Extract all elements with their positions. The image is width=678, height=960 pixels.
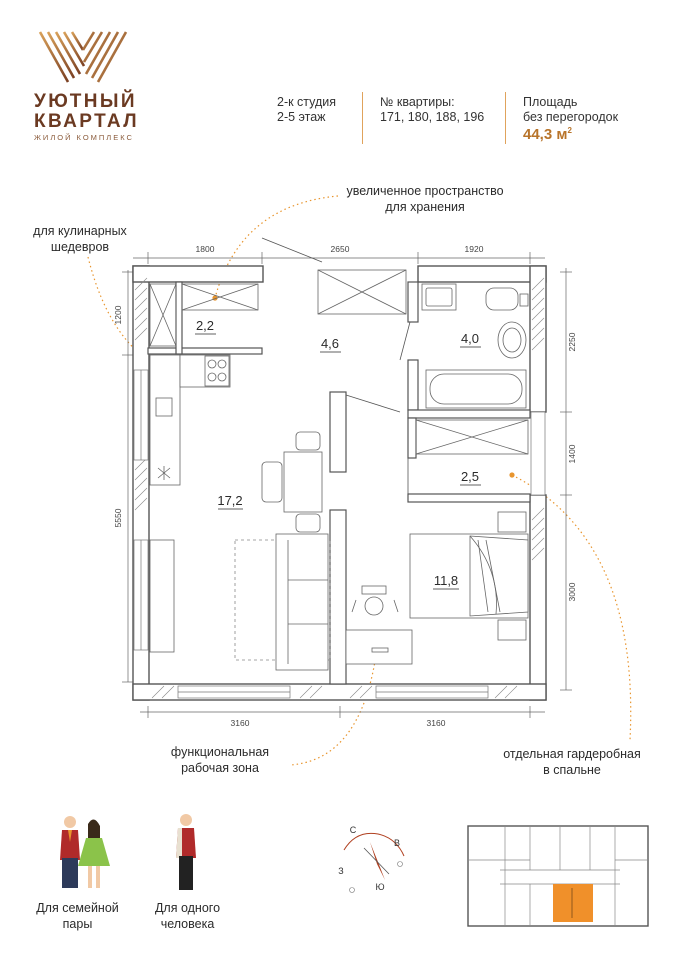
room-pantry-area: 2,2	[195, 318, 215, 333]
area-label-line1: Площадь	[523, 95, 578, 109]
type-line2: 2-5 этаж	[277, 110, 326, 124]
tv-cabinet	[150, 540, 174, 652]
callout-storage-line	[215, 196, 338, 298]
note-work-line2: рабочая зона	[181, 761, 259, 775]
work-desk	[346, 586, 412, 664]
room-bedroom-area: 11,8	[433, 573, 459, 588]
couple-figure-icon	[60, 816, 110, 888]
bathroom-fixtures	[422, 284, 528, 408]
area-value-text: 44,3 м	[523, 126, 568, 143]
caption-couple-line2: пары	[62, 917, 93, 931]
note-storage-line1: увеличенное пространство	[346, 184, 504, 198]
dim-top-3: 1920	[464, 244, 484, 254]
kitchen-counter	[150, 355, 230, 485]
compass-north: С	[349, 825, 357, 835]
room-bath-area: 4,0	[460, 331, 480, 346]
brand-name-line2: КВАРТАЛ	[34, 111, 140, 132]
compass-labels	[338, 825, 400, 892]
dim-left-top: 1200	[113, 305, 123, 325]
caption-single	[135, 900, 240, 932]
caption-single-line2: человека	[160, 917, 215, 931]
sofa	[276, 534, 328, 670]
dim-right-3: 3000	[567, 582, 577, 602]
note-kitchen-line1: для кулинарных	[33, 224, 127, 238]
dim-bottom-2: 3160	[426, 718, 446, 728]
note-kitchen-line2: шедевров	[50, 240, 110, 254]
dim-right-1: 2250	[567, 332, 577, 352]
bed	[410, 512, 528, 640]
dim-bottom-1: 3160	[230, 718, 250, 728]
dim-right-2: 1400	[567, 444, 577, 464]
apt-numbers-value: 171, 180, 188, 196	[380, 110, 485, 124]
dim-top-2: 2650	[330, 244, 350, 254]
callout-dot	[509, 472, 514, 477]
caption-single-line1: Для одного	[154, 901, 221, 915]
apt-label: № квартиры:	[380, 95, 455, 109]
compass-east: В	[393, 838, 401, 848]
dim-top-1: 1800	[195, 244, 215, 254]
brand-name-line1: УЮТНЫЙ	[34, 91, 137, 112]
compass-west: З	[338, 866, 344, 876]
type-line1: 2-к студия	[277, 95, 337, 109]
single-person-figure-icon	[176, 814, 196, 890]
note-storage-line2: для хранения	[385, 200, 465, 214]
note-wardrobe-line1: отдельная гардеробная	[503, 747, 641, 761]
dim-left-main: 5550	[113, 508, 123, 528]
room-wardrobe-area: 2,5	[460, 469, 480, 484]
note-work-line1: функциональная	[170, 745, 270, 759]
room-living-area: 17,2	[217, 493, 243, 508]
area-label-line2: без перегородок	[523, 110, 619, 124]
caption-couple-line1: Для семейной	[36, 901, 119, 915]
caption-couple	[20, 900, 135, 932]
building-minimap	[468, 826, 648, 926]
dining-table	[262, 432, 322, 532]
brand-subtitle: ЖИЛОЙ КОМПЛЕКС	[34, 133, 134, 142]
room-hall-area: 4,6	[320, 336, 340, 351]
note-wardrobe-line2: в спальне	[543, 763, 601, 777]
compass-south: Ю	[375, 882, 385, 892]
highlighted-apartment	[553, 884, 593, 922]
area-unit-sup: 2	[567, 126, 572, 135]
